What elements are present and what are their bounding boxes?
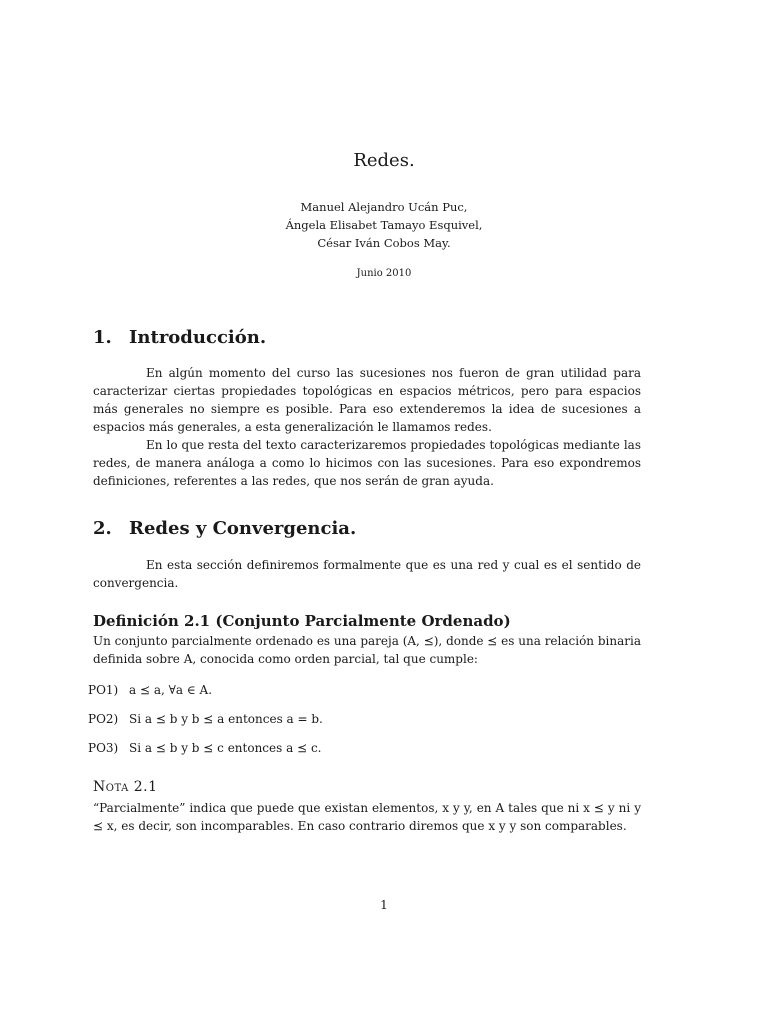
definition-item-label: PO2) — [88, 712, 119, 726]
section-1-paragraph-2: En lo que resta del texto caracterizaremos propiedades topológicas mediante las redes, de manera análoga a como lo hicimos con las sucesiones. Para eso expondremos definiciones, referentes a las redes, que nos serán de gran ayuda. — [93, 438, 641, 488]
definition-item-label: PO1) — [88, 683, 119, 697]
section-1-body — [93, 364, 641, 490]
paper-date: Junio 2010 — [356, 268, 412, 279]
section-1-paragraph-1: En algún momento del curso las sucesiones nos fueron de gran utilidad para caracterizar ciertas propiedades topológicas en espacios métricos, pero para espacios más generales no siempre es posible. Para eso extenderemos la idea de sucesiones a espacios más generales, a esta generalización le llamamos redes. — [93, 366, 641, 434]
definition-item-text: a ⪯ a, ∀a ∈ A. — [129, 683, 213, 697]
page-number: 1 — [380, 898, 388, 912]
nota-body — [93, 799, 641, 835]
section-2-number: 2. — [93, 518, 112, 539]
nota-title: Nota 2.1 — [93, 779, 158, 795]
definition-text: Un conjunto parcialmente ordenado es una pareja (A, ⪯), donde ⪯ es una relación binaria definida sobre A, conocida como orden parcial, tal que cumple: — [93, 634, 641, 666]
definition-item-text: Si a ⪯ b y b ⪯ a entonces a = b. — [129, 712, 323, 726]
definition-item-text: Si a ⪯ b y b ⪯ c entonces a ⪯ c. — [129, 741, 322, 755]
nota-text: “Parcialmente” indica que puede que existan elementos, x y y, en A tales que ni x ⪯ y ni y ⪯ x, es decir, son incomparables. En caso contrario diremos que x y y son comparables. — [93, 801, 641, 833]
definition-body — [93, 632, 641, 668]
section-2-body — [93, 556, 641, 592]
author-3: César Iván Cobos May. — [317, 236, 451, 250]
section-1-title: Introducción. — [129, 327, 267, 348]
section-2-title: Redes y Convergencia. — [129, 518, 357, 539]
author-2: Ángela Elisabet Tamayo Esquivel, — [285, 218, 483, 232]
paper-title: Redes. — [353, 150, 415, 171]
definition-title: Definición 2.1 (Conjunto Parcialmente Ordenado) — [93, 612, 511, 630]
section-1-number: 1. — [93, 327, 112, 348]
author-1: Manuel Alejandro Ucán Puc, — [300, 200, 468, 214]
section-2-paragraph: En esta sección definiremos formalmente que es una red y cual es el sentido de convergencia. — [93, 558, 641, 590]
definition-item-label: PO3) — [88, 741, 119, 755]
